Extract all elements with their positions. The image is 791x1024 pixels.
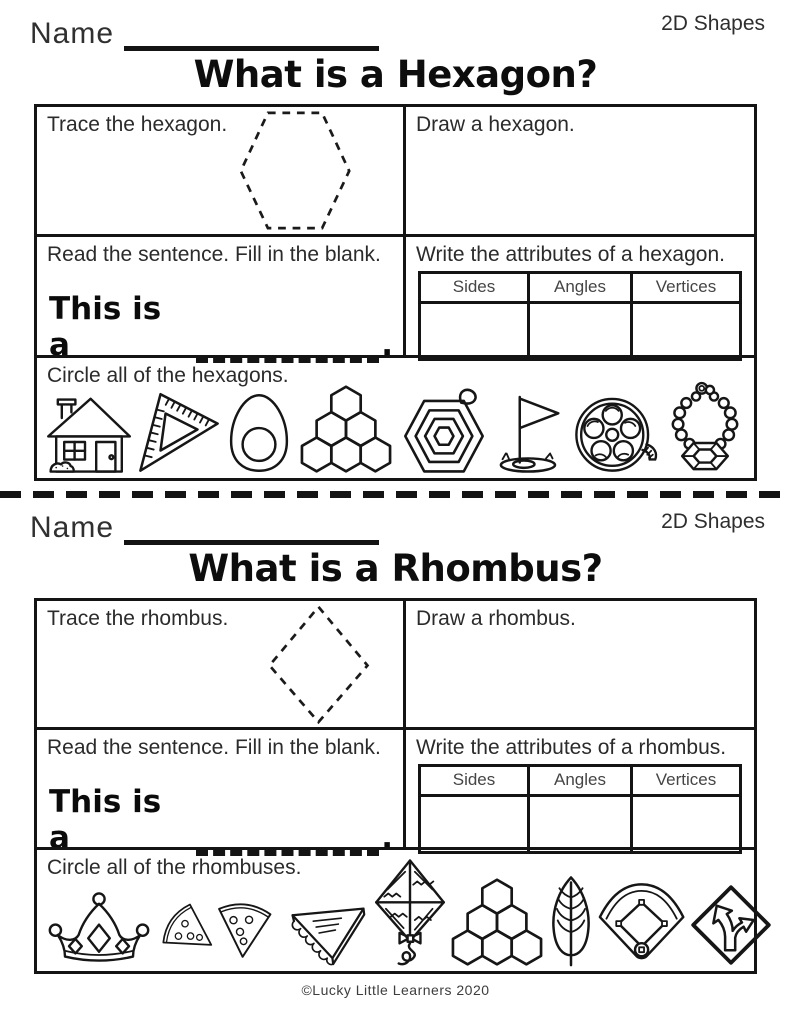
crown-icon bbox=[45, 891, 153, 967]
page-title: What is a Hexagon? bbox=[193, 53, 598, 96]
attr-col-sides: Sides bbox=[421, 274, 527, 304]
golf-flag-icon bbox=[491, 392, 569, 474]
pizza-slice-icon bbox=[203, 887, 283, 967]
sentence-cell bbox=[37, 234, 403, 363]
attributes-label: Write the attributes of a rhombus. bbox=[416, 736, 727, 759]
dashed-rhombus-shape bbox=[265, 604, 372, 725]
trace-cell bbox=[37, 107, 403, 234]
worksheet-header bbox=[0, 498, 791, 545]
sentence-label: Read the sentence. Fill in the blank. bbox=[47, 243, 381, 266]
trace-label: Trace the hexagon. bbox=[47, 113, 228, 136]
sentence-label: Read the sentence. Fill in the blank. bbox=[47, 736, 381, 759]
page-title: What is a Rhombus? bbox=[188, 547, 603, 590]
trace-label: Trace the rhombus. bbox=[47, 607, 229, 630]
circle-items-row bbox=[45, 857, 746, 967]
attributes-label: Write the attributes of a hexagon. bbox=[416, 243, 725, 266]
sentence-prompt: This is a bbox=[49, 784, 162, 856]
attr-col-sides: Sides bbox=[421, 767, 527, 797]
worksheet-rhombus bbox=[0, 498, 791, 974]
name-label: Name bbox=[30, 17, 115, 50]
attr-cell-angles bbox=[527, 797, 633, 851]
leaf-icon bbox=[547, 874, 595, 967]
attr-cell-sides bbox=[421, 797, 527, 851]
trace-cell bbox=[37, 601, 403, 727]
worksheet-hexagon bbox=[0, 0, 791, 481]
draw-cell bbox=[403, 107, 754, 234]
circle-items-row bbox=[45, 381, 746, 474]
honeycomb-icon bbox=[296, 385, 396, 474]
name-label: Name bbox=[30, 511, 115, 544]
attr-cell-vertices bbox=[633, 304, 739, 358]
draw-label: Draw a rhombus. bbox=[416, 607, 576, 630]
worksheet-header bbox=[0, 0, 791, 51]
circle-label: Circle all of the hexagons. bbox=[47, 364, 289, 387]
draw-cell bbox=[403, 601, 754, 727]
worksheet-grid bbox=[34, 104, 757, 481]
sentence-period: . bbox=[381, 820, 393, 856]
footer-credit: ©Lucky Little Learners 2020 bbox=[301, 982, 490, 998]
set-square-icon bbox=[137, 390, 221, 474]
sentence-cell bbox=[37, 727, 403, 856]
attributes-cell bbox=[403, 234, 754, 355]
dashed-hexagon-shape bbox=[235, 110, 355, 231]
attr-col-angles: Angles bbox=[527, 767, 633, 797]
attr-col-angles: Angles bbox=[527, 274, 633, 304]
house-icon bbox=[45, 394, 133, 474]
draw-label: Draw a hexagon. bbox=[416, 113, 575, 136]
fill-in-sentence bbox=[47, 291, 393, 363]
attr-col-vertices: Vertices bbox=[633, 274, 739, 304]
circle-items-cell bbox=[37, 847, 754, 971]
attributes-cell bbox=[403, 727, 754, 847]
baseball-field-icon bbox=[595, 881, 689, 967]
name-blank-line bbox=[124, 506, 379, 545]
unit-label: 2D Shapes bbox=[661, 510, 765, 533]
egg-icon bbox=[226, 392, 292, 474]
attr-col-vertices: Vertices bbox=[633, 767, 739, 797]
road-sign-icon bbox=[689, 883, 773, 967]
attr-cell-vertices bbox=[633, 797, 739, 851]
fill-in-sentence bbox=[47, 784, 393, 856]
attr-cell-sides bbox=[421, 304, 527, 358]
potholder-icon bbox=[401, 388, 487, 474]
film-reel-icon bbox=[574, 394, 660, 474]
cut-line-divider bbox=[0, 491, 791, 498]
circle-label: Circle all of the rhombuses. bbox=[47, 856, 302, 879]
attributes-table bbox=[418, 271, 742, 361]
sandwich-icon bbox=[283, 899, 373, 967]
honeycomb-icon bbox=[447, 878, 547, 967]
unit-label: 2D Shapes bbox=[661, 12, 765, 35]
worksheet-grid bbox=[34, 598, 757, 974]
necklace-icon bbox=[664, 381, 746, 474]
attr-cell-angles bbox=[527, 304, 633, 358]
attributes-table bbox=[418, 764, 742, 854]
sentence-prompt: This is a bbox=[49, 291, 162, 363]
sentence-period: . bbox=[381, 327, 393, 363]
circle-items-cell bbox=[37, 355, 754, 478]
name-blank-line bbox=[124, 12, 379, 51]
kite-icon bbox=[373, 857, 447, 967]
